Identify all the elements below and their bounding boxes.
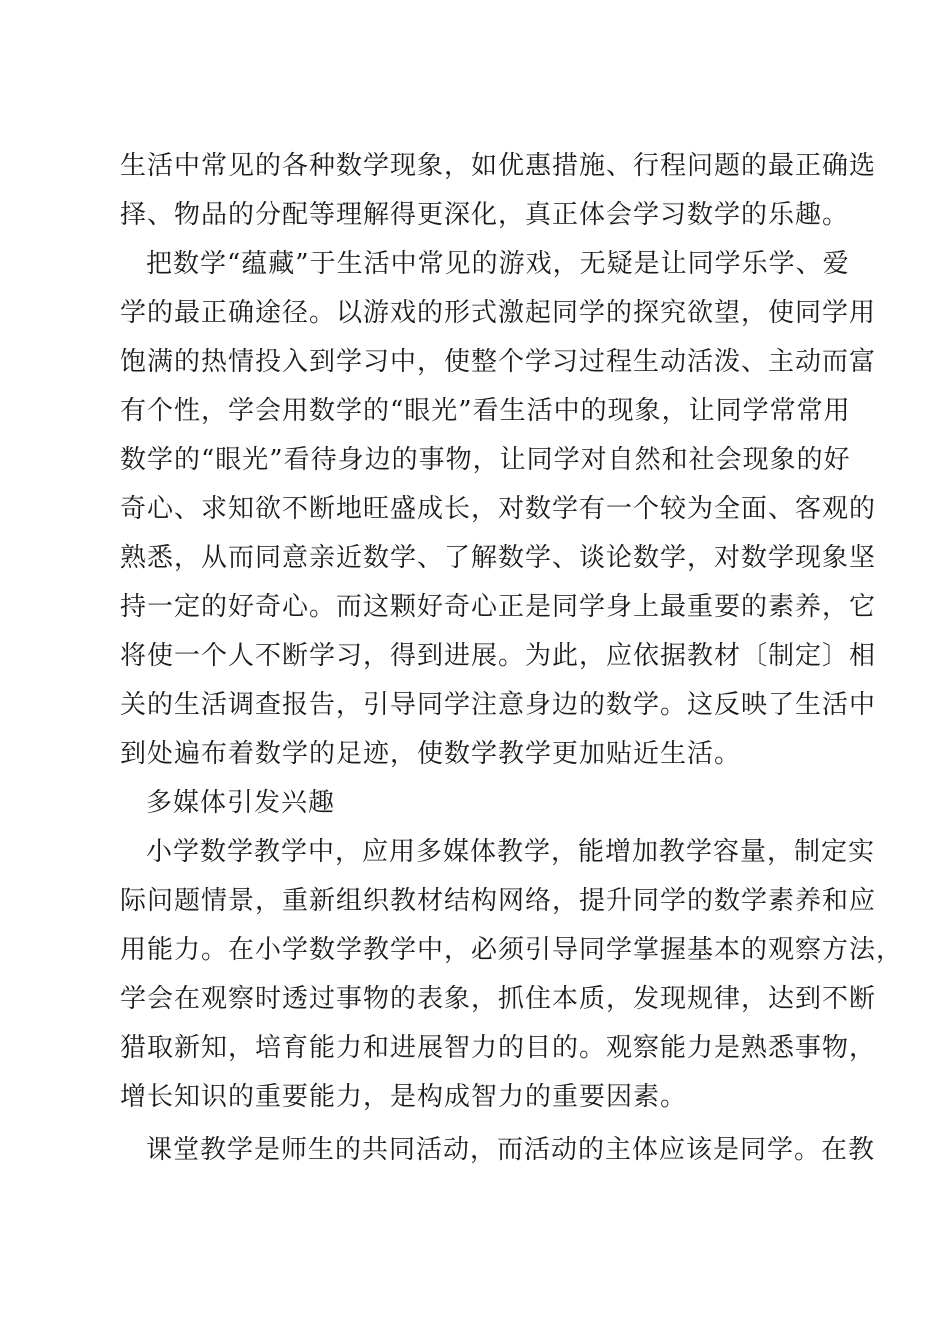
paragraph-line: 学会在观察时透过事物的表象，抓住本质，发现规律，达到不断 bbox=[120, 984, 877, 1014]
paragraph-line: 小学数学教学中，应用多媒体教学，能增加教学容量，制定实 bbox=[146, 837, 876, 867]
paragraph-line: 熟悉，从而同意亲近数学、了解数学、谈论数学，对数学现象坚 bbox=[120, 543, 877, 573]
paragraph-line: 有个性，学会用数学的“眼光”看生活中的现象，让同学常常用 bbox=[120, 396, 851, 426]
paragraph-line: 用能力。在小学数学教学中，必须引导同学掌握基本的观察方法， bbox=[120, 935, 904, 965]
section-heading: 多媒体引发兴趣 bbox=[146, 788, 336, 818]
paragraph-line: 持一定的好奇心。而这颗好奇心正是同学身上最重要的素养，它 bbox=[120, 592, 877, 622]
paragraph-line: 生活中常见的各种数学现象，如优惠措施、行程问题的最正确选 bbox=[120, 151, 877, 181]
paragraph-line: 学的最正确途径。以游戏的形式激起同学的探究欲望，使同学用 bbox=[120, 298, 877, 328]
paragraph-line: 猎取新知，培育能力和进展智力的目的。观察能力是熟悉事物， bbox=[120, 1033, 877, 1063]
paragraph-line: 择、物品的分配等理解得更深化，真正体会学习数学的乐趣。 bbox=[120, 200, 850, 230]
paragraph-line: 把数学“蕴藏”于生活中常见的游戏，无疑是让同学乐学、爱 bbox=[146, 249, 850, 279]
paragraph-line: 奇心、求知欲不断地旺盛成长，对数学有一个较为全面、客观的 bbox=[120, 494, 877, 524]
paragraph-line: 课堂教学是师生的共同活动，而活动的主体应该是同学。在教 bbox=[146, 1135, 876, 1165]
paragraph-line: 将使一个人不断学习，得到进展。为此，应依据教材〔制定〕相 bbox=[120, 641, 877, 671]
document-body bbox=[120, 142, 904, 1175]
paragraph-line: 到处遍布着数学的足迹，使数学教学更加贴近生活。 bbox=[120, 739, 742, 769]
paragraph-line: 数学的“眼光”看待身边的事物，让同学对自然和社会现象的好 bbox=[120, 445, 851, 475]
paragraph-line: 饱满的热情投入到学习中，使整个学习过程生动活泼、主动而富 bbox=[120, 347, 877, 377]
paragraph-line: 关的生活调查报告，引导同学注意身边的数学。这反映了生活中 bbox=[120, 690, 877, 720]
paragraph-line: 际问题情景，重新组织教材结构网络，提升同学的数学素养和应 bbox=[120, 886, 877, 916]
paragraph-line: 增长知识的重要能力，是构成智力的重要因素。 bbox=[120, 1082, 688, 1112]
